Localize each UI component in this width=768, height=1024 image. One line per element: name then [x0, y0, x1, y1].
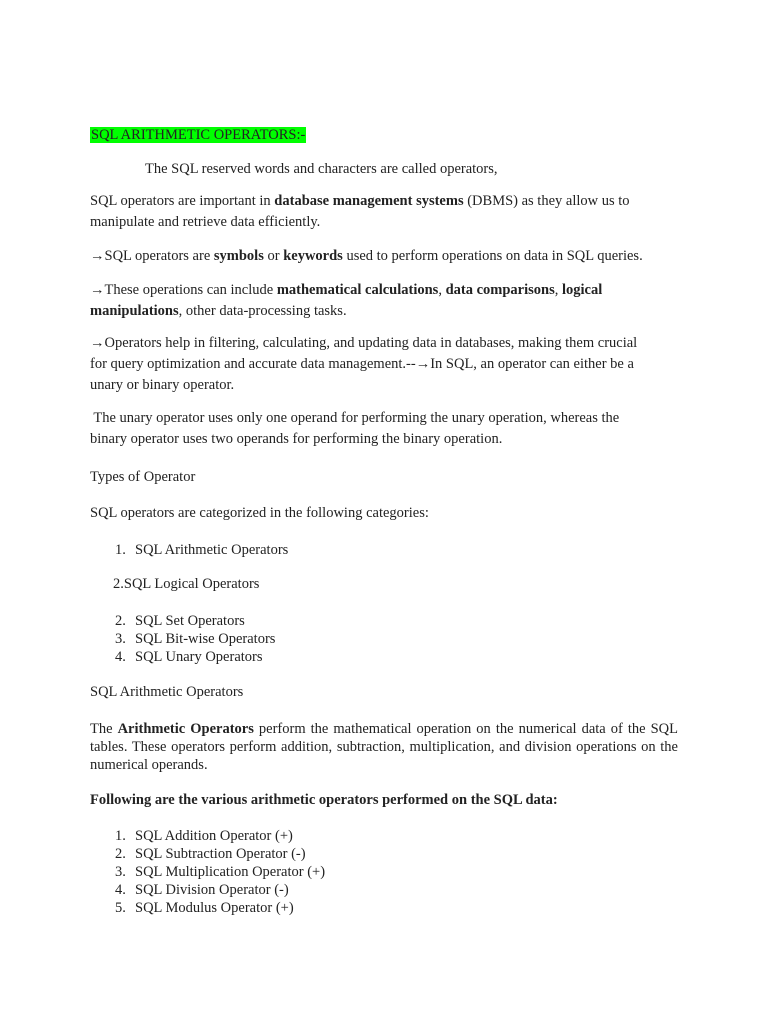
paragraph-unary-binary: [90, 408, 678, 450]
list-item: [90, 541, 650, 559]
list-label: SQL Division Operator (-): [135, 882, 289, 898]
p3-text-c: ,: [438, 282, 446, 298]
types-heading: Types of Operator: [90, 469, 196, 485]
arrow-icon: →: [90, 248, 105, 264]
list-number: 3.: [115, 864, 126, 880]
p4-line1: Operators help in filtering, calculating, and updating data in databases, making them crucial: [104, 335, 638, 351]
list-number: 2.: [115, 613, 126, 629]
list-item: [90, 612, 650, 630]
list-number: 2.: [115, 846, 126, 862]
arrow-icon: →: [90, 282, 105, 298]
list-label: SQL Multiplication Operator (+): [135, 864, 326, 880]
list-label: SQL Unary Operators: [135, 649, 263, 665]
p5-line1: The unary operator uses only one operand for performing the unary operation, whereas the: [90, 410, 620, 426]
list-number: 4.: [115, 882, 126, 898]
p2-text-c: or: [263, 248, 284, 264]
p4-line2a: for query optimization and accurate data management.--: [90, 356, 416, 372]
following-bold: Following are the various arithmetic operators performed on the SQL data:: [90, 792, 558, 808]
arrow-icon: →: [415, 356, 431, 372]
list-number: 4.: [115, 649, 126, 665]
p4-line3: unary or binary operator.: [90, 377, 235, 393]
p1-bold: database management systems: [274, 193, 464, 209]
intro-line: The SQL reserved words and characters are called operators,: [145, 161, 498, 177]
arith-text-a: The: [90, 721, 118, 737]
list-item: [90, 630, 650, 648]
p2-bold-symbols: symbols: [213, 248, 264, 264]
list-item: [90, 845, 650, 863]
p3-text-e: , other data-processing tasks.: [178, 303, 347, 319]
category-logical: 2.SQL Logical Operators: [113, 576, 260, 592]
p2-bold-keywords: keywords: [283, 248, 343, 264]
arith-text-b: perform the mathematical operation on the numerical data of the SQL tables. These operators perform addition, subtraction, multiplication, and division operations on the numerical operands.: [90, 721, 678, 773]
list-label: SQL Addition Operator (+): [135, 828, 293, 844]
list-item: [90, 648, 650, 666]
list-label: SQL Subtraction Operator (-): [135, 846, 306, 862]
doc-title-highlight: SQL ARITHMETIC OPERATORS:-: [91, 127, 306, 143]
p3-text-d: ,: [554, 282, 562, 298]
p3-text-a: These operations can include: [104, 282, 277, 298]
p1-text-a: SQL operators are important in: [90, 193, 275, 209]
list-label: SQL Bit-wise Operators: [135, 631, 276, 647]
paragraph-operations: [90, 280, 678, 322]
arith-heading: SQL Arithmetic Operators: [90, 684, 244, 700]
list-label: SQL Arithmetic Operators: [135, 542, 289, 558]
list-number: 5.: [115, 900, 126, 916]
arith-paragraph: [90, 720, 678, 774]
list-number: 3.: [115, 631, 126, 647]
list-number: 1.: [115, 828, 126, 844]
p1-text-c: manipulate and retrieve data efficiently.: [90, 214, 321, 230]
list-item: [90, 863, 650, 881]
list-item: [90, 827, 650, 845]
following-heading: [90, 790, 558, 811]
list-number: 1.: [115, 542, 126, 558]
p3-bold-comparisons: data comparisons: [445, 282, 555, 298]
arrow-icon: →: [90, 335, 105, 351]
list-label: SQL Set Operators: [135, 613, 245, 629]
categories-intro: SQL operators are categorized in the following categories:: [90, 505, 429, 521]
paragraph-dbms: [90, 191, 678, 233]
list-item: [90, 899, 650, 917]
p3-bold-manipulations: manipulations: [90, 303, 179, 319]
p2-text-a: SQL operators are: [104, 248, 214, 264]
list-label: SQL Modulus Operator (+): [135, 900, 294, 916]
p1-text-b: (DBMS) as they allow us to: [463, 193, 630, 209]
paragraph-symbols: [90, 246, 643, 267]
p3-bold-math: mathematical calculations: [276, 282, 439, 298]
p4-line2b: In SQL, an operator can either be a: [430, 356, 634, 372]
list-item: [90, 881, 650, 899]
paragraph-filtering: [90, 333, 678, 396]
arith-bold: Arithmetic Operators: [117, 721, 254, 737]
p5-line2: binary operator uses two operands for performing the binary operation.: [90, 431, 503, 447]
p2-text-d: used to perform operations on data in SQL queries.: [342, 248, 643, 264]
doc-title: [90, 125, 306, 146]
p3-bold-logical: logical: [562, 282, 603, 298]
